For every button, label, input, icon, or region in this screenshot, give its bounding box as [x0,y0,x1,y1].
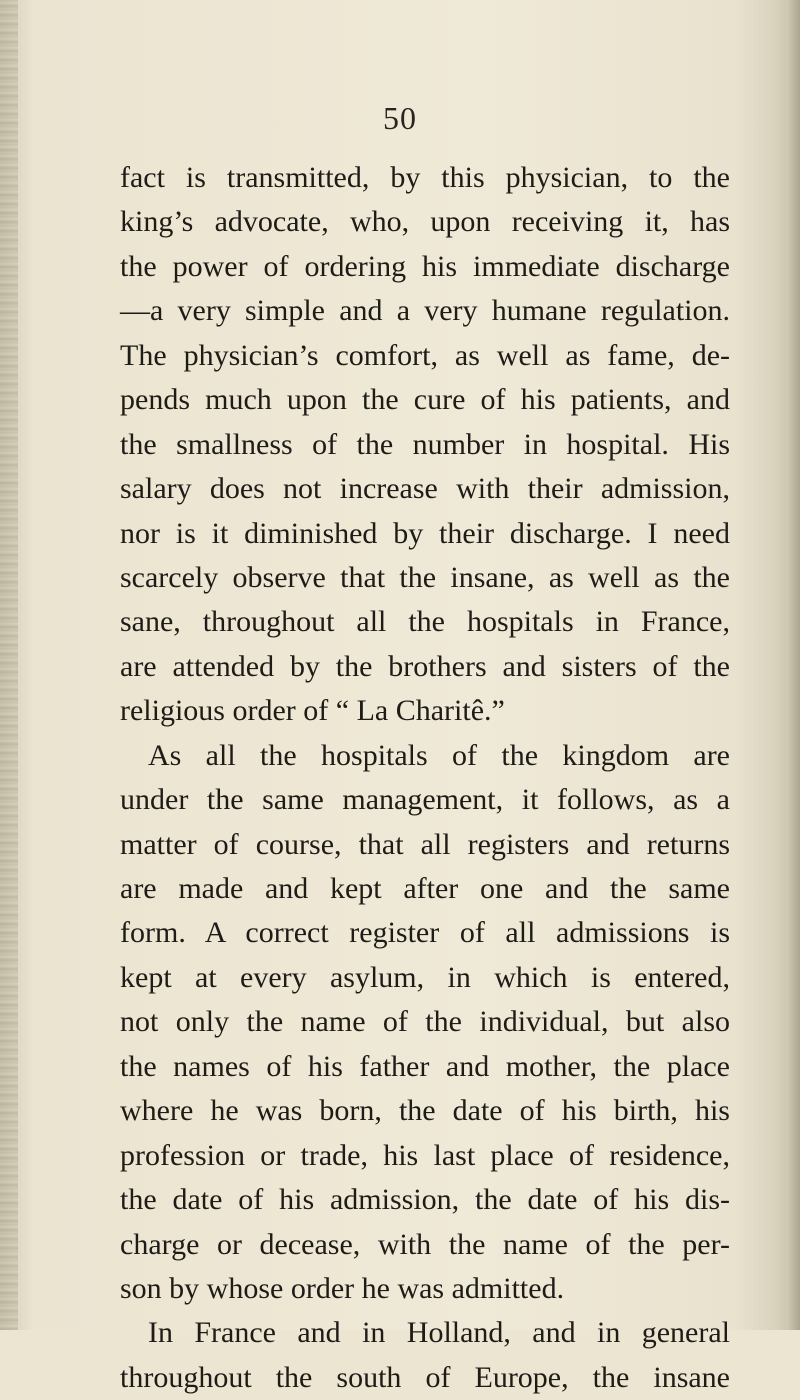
text-line: the power of ordering his immediate discharge [120,249,730,283]
text-line: scarcely observe that the insane, as well as the [120,560,730,594]
text-line: form. A correct register of all admissions is [120,916,730,950]
text-line: under the same management, it follows, as a [120,783,730,817]
page-binding-shadow [0,0,18,1330]
text-line: In France and in Holland, and in general [148,1316,730,1350]
text-line: son by whose order he was admitted. [120,1271,565,1305]
text-line: matter of course, that all registers and returns [120,827,730,861]
body-text [120,156,730,1400]
text-line: As all the hospitals of the kingdom are [148,738,730,772]
text-line: the names of his father and mother, the place [120,1049,730,1083]
page-number: 50 [383,100,417,136]
text-line: pends much upon the cure of his patients, and [120,383,730,417]
text-line: the smallness of the number in hospital. His [120,427,730,461]
text-line: —a very simple and a very humane regulation. [120,294,730,328]
text-line: kept at every asylum, in which is entered, [120,960,730,994]
text-line: are attended by the brothers and sisters of the [120,649,730,683]
text-line: sane, throughout all the hospitals in France, [120,605,730,639]
text-line: The physician’s comfort, as well as fame, de- [120,338,730,372]
text-line: throughout the south of Europe, the insane [120,1360,730,1394]
text-line: fact is transmitted, by this physician, to the [120,161,730,194]
page-edge-shadow [786,0,800,1330]
text-line: nor is it diminished by their discharge. I need [120,516,730,550]
text-line: religious order of “ La Charitê.” [120,694,505,728]
text-line: the date of his admission, the date of his dis- [120,1183,730,1217]
text-line: where he was born, the date of his birth, his [120,1094,730,1128]
text-line: are made and kept after one and the same [120,872,730,905]
text-line: not only the name of the individual, but also [120,1005,730,1039]
text-line: king’s advocate, who, upon receiving it, has [120,205,730,239]
text-line: salary does not increase with their admission, [120,472,730,506]
text-line: profession or trade, his last place of residence, [120,1138,730,1172]
text-line: charge or decease, with the name of the per- [120,1227,730,1261]
